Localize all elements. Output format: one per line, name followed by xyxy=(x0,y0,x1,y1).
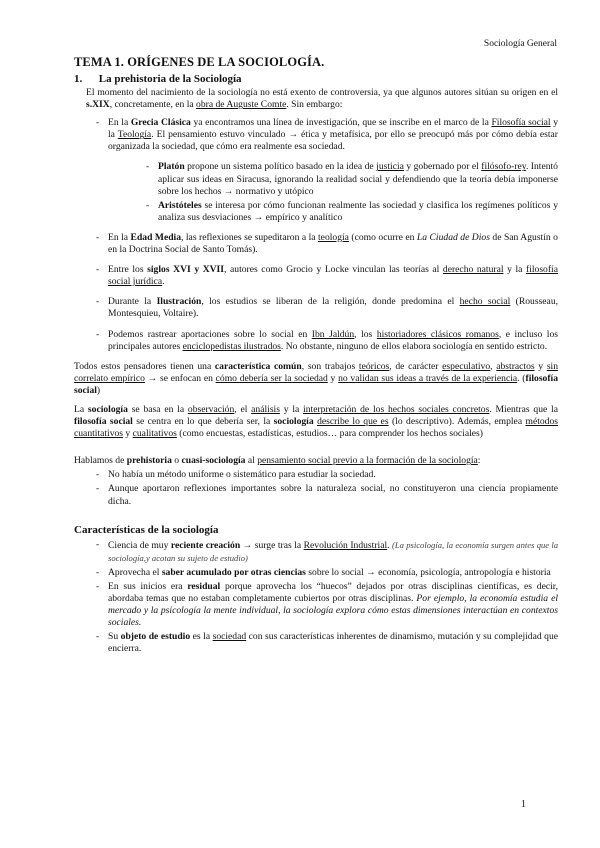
section-heading xyxy=(74,73,558,86)
list-item-greece: - En la Grecia Clásica ya encontramos una línea de investigación, que se inscribe en el marco de la Filosofía social y la Teología. El pensamiento estuvo vinculado → ética y metafísica, por ello se preocupó más por cómo debía estar organizada la sociedad, que cómo era realmente esa sociedad. xyxy=(96,117,558,153)
list-item-residual: - En sus inicios era residual porque aprovecha los “huecos” dejados por otras disciplinas científicas, es decir, abordaba temas que no estaban completamente cubiertos por otras disciplinas. Por ejemplo, la economía estudia el mercado y la psicología la mente individual, la sociología explora cómo estas dimensiones interactúan en contextos sociales. xyxy=(96,580,558,629)
prehistory-paragraph: Hablamos de prehistoria o cuasi-sociología al pensamiento social previo a la formación de la sociología: xyxy=(74,455,481,467)
list-item-khaldun: - Podemos rastrear aportaciones sobre lo social en Ibn Jaldún, los historiadores clásicos romanos, e incluso los principales autores enciclopedistas ilustrados. No obstante, ninguno de ellos elabora sociología en sentido estricto. xyxy=(96,328,558,352)
list-item-recent-creation: - Ciencia de muy reciente creación → surge tras la Revolución Industrial. (La psicología, la economía surgen antes que la sociología,y acotan su sujeto de estudio) xyxy=(96,538,559,563)
page-title: TEMA 1. ORÍGENES DE LA SOCIOLOGÍA. xyxy=(74,55,325,69)
sub-item-aristotle: - Aristóteles se interesa por cómo funcionan realmente las sociedad y clasifica los regímenes políticos y analiza sus desviaciones → empírico y analítico xyxy=(146,199,558,223)
list-item-illustration: - Durante la Ilustración, los estudios se liberan de la religión, donde predomina el hecho social (Rousseau, Montesquieu, Voltaire). xyxy=(96,296,559,320)
sub-item-plato: - Platón propone un sistema político basado en la idea de justicia y gobernado por el filósofo-rey. Intentó aplicar sus ideas en Siracusa, ignorando la realidad social y defendiendo que la teoría debía imponerse sobre los hechos → normativo y utópico xyxy=(146,161,558,197)
page-number: 1 xyxy=(521,799,526,810)
section-number: 1. xyxy=(74,73,83,85)
list-item-accumulated-knowledge: - Aprovecha el saber acumulado por otras ciencias sobre lo social → economía, psicología, antropología e historia xyxy=(96,566,551,578)
running-header: Sociología General xyxy=(483,39,557,49)
characteristics-heading: Características de la sociología xyxy=(74,523,219,536)
document-body xyxy=(74,55,558,657)
section-title: La prehistoria de la Sociología xyxy=(98,73,242,85)
list-item-centuries: - Entre los siglos XVI y XVII, autores como Grocio y Locke vinculan las teorías al derecho natural y la filosofía social jurídica. xyxy=(96,264,558,288)
list-item: - No había un método uniforme o sistemático para estudiar la sociedad. xyxy=(96,469,376,481)
intro-paragraph: El momento del nacimiento de la sociología no está exento de controversia, ya que algunos autores sitúan su origen en el s.XIX, concretamente, en la obra de Auguste Comte. Sin embargo: xyxy=(86,87,558,111)
list-item-object-of-study: - Su objeto de estudio es la sociedad con sus características inherentes de dinamismo, mutación y su complejidad que encierra. xyxy=(96,631,558,655)
common-paragraph: Todos estos pensadores tienen una característica común, son trabajos teóricos, de carácter especulativo, abstractos y sin correlato empírico → se enfocan en cómo debería ser la sociedad y no validan sus ideas a través de la experiencia. (filosofía social) xyxy=(74,360,559,396)
list-item: - Aunque aportaron reflexiones importantes sobre la naturaleza social, no constituyeron una ciencia propiamente dicha. xyxy=(96,483,558,507)
list-item-middle-ages: - En la Edad Media, las reflexiones se supeditaron a la teología (como ocurre en La Ciudad de Dios de San Agustín o en la Doctrina Social de Santo Tomás). xyxy=(96,231,558,256)
sociology-basis-paragraph: La sociología se basa en la observación, el análisis y la interpretación de los hechos sociales concretos. Mientras que la filosofía social se centra en lo que debería ser, la sociología describe lo que es (lo descriptivo). Además, emplea métodos cuantitativos y cualitativos (como encuestas, estadísticas, estudios… para comprender los hechos sociales) xyxy=(74,403,558,440)
